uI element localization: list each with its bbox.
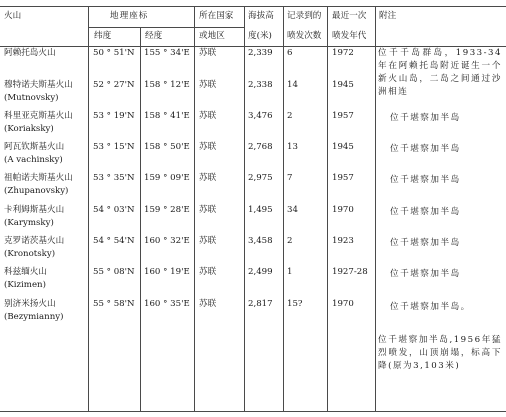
col-rule-2 xyxy=(140,27,141,411)
eruption-count: 34 xyxy=(287,205,298,215)
note: 位千堪察加半岛 xyxy=(390,238,461,248)
volcano-name: 祖帕诺夫斯基火山 xyxy=(4,173,73,183)
elevation: 2,975 xyxy=(248,173,273,183)
last-eruption: 1927-28 xyxy=(332,267,368,277)
latitude: 53 ° 15'N xyxy=(93,142,135,152)
latitude: 54 ° 54'N xyxy=(93,236,135,246)
country: 苏联 xyxy=(199,48,217,58)
note: 位千千岛群岛，1933-34年在阿赖托岛附近诞生一个新火山岛，二岛之间通过沙洲相连 xyxy=(378,48,502,97)
latitude: 53 ° 19'N xyxy=(93,111,135,121)
header-mid-rule xyxy=(88,27,244,28)
header-last-1: 最近一次 xyxy=(332,11,367,21)
last-eruption: 1945 xyxy=(332,142,354,152)
header-volcano: 火山 xyxy=(4,11,22,21)
latitude: 53 ° 35'N xyxy=(93,173,135,183)
elevation: 3,476 xyxy=(248,111,273,121)
longitude: 158 ° 41'E xyxy=(144,111,190,121)
longitude: 155 ° 34'E xyxy=(144,48,190,58)
longitude: 158 ° 12'E xyxy=(144,80,190,90)
longitude: 158 ° 50'E xyxy=(144,142,190,152)
note: 位千堪察加半岛,1956年猛烈喷发，山顶崩塌，标高下降(原为3,103米) xyxy=(378,335,502,371)
volcano-name: 穆特诺夫斯基火山 xyxy=(4,80,73,90)
last-eruption: 1957 xyxy=(332,111,354,121)
country: 苏联 xyxy=(199,80,217,90)
last-eruption: 1957 xyxy=(332,173,354,183)
note: 位千堪察加半岛。 xyxy=(390,302,471,312)
elevation: 2,817 xyxy=(248,299,273,309)
table-top-rule xyxy=(0,6,506,7)
volcano-name: 阿瓦钦斯基火山 xyxy=(4,142,65,152)
latitude: 55 ° 58'N xyxy=(93,299,135,309)
volcano-name: 科兹缅火山 xyxy=(4,267,47,277)
country: 苏联 xyxy=(199,205,217,215)
country: 苏联 xyxy=(199,236,217,246)
elevation: 2,768 xyxy=(248,142,273,152)
longitude: 160 ° 35'E xyxy=(144,299,190,309)
volcano-alt-name: (Kizimen) xyxy=(4,280,46,290)
latitude: 55 ° 08'N xyxy=(93,267,135,277)
eruption-count: 1 xyxy=(287,267,293,277)
header-lon: 经度 xyxy=(145,31,163,41)
elevation: 3,458 xyxy=(248,236,273,246)
volcano-alt-name: (Karymsky) xyxy=(4,218,54,228)
eruption-count: 2 xyxy=(287,236,293,246)
header-country-2: 或地区 xyxy=(199,31,225,41)
longitude: 160 ° 32'E xyxy=(144,236,190,246)
country: 苏联 xyxy=(199,267,217,277)
col-rule-7 xyxy=(375,6,376,411)
elevation: 1,495 xyxy=(248,205,273,215)
note: 位千堪察加半岛 xyxy=(390,269,461,279)
longitude: 160 ° 19'E xyxy=(144,267,190,277)
header-elev-1: 海拔高 xyxy=(248,11,274,21)
volcano-alt-name: (Kronotsky) xyxy=(4,249,56,259)
col-rule-3 xyxy=(194,6,195,411)
longitude: 159 ° 28'E xyxy=(144,205,190,215)
header-coords: 地理座标 xyxy=(110,11,149,21)
volcano-name: 克罗诺茨基火山 xyxy=(4,236,65,246)
header-rec-2: 喷发次数 xyxy=(287,31,322,41)
latitude: 50 ° 51'N xyxy=(93,48,135,58)
last-eruption: 1970 xyxy=(332,299,354,309)
country: 苏联 xyxy=(199,173,217,183)
country: 苏联 xyxy=(199,142,217,152)
header-country-1: 所在国家 xyxy=(199,11,234,21)
header-rec-1: 记录到的 xyxy=(287,11,322,21)
header-notes: 附注 xyxy=(379,11,397,21)
last-eruption: 1945 xyxy=(332,80,354,90)
eruption-count: 2 xyxy=(287,111,293,121)
table-bottom-rule xyxy=(0,411,506,412)
header-lat: 纬度 xyxy=(94,31,112,41)
last-eruption: 1970 xyxy=(332,205,354,215)
volcano-alt-name: (Koriaksky) xyxy=(4,124,54,134)
elevation: 2,338 xyxy=(248,80,273,90)
col-rule-5 xyxy=(283,6,284,411)
col-rule-1 xyxy=(88,6,89,411)
volcano-alt-name: (A vachinsky) xyxy=(4,155,63,165)
note: 位千堪察加半岛 xyxy=(390,207,461,217)
latitude: 52 ° 27'N xyxy=(93,80,135,90)
last-eruption: 1923 xyxy=(332,236,354,246)
eruption-count: 14 xyxy=(287,80,298,90)
country: 苏联 xyxy=(199,111,217,121)
volcano-alt-name: (Mutnovsky) xyxy=(4,93,59,103)
header-last-2: 喷发年代 xyxy=(332,31,367,41)
longitude: 159 ° 09'E xyxy=(144,173,190,183)
col-rule-6 xyxy=(327,6,328,411)
col-rule-4 xyxy=(244,6,245,411)
volcano-name: 别济米扬火山 xyxy=(4,299,56,309)
volcano-name: 科里亚克斯基火山 xyxy=(4,111,73,121)
eruption-count: 7 xyxy=(287,173,293,183)
elevation: 2,339 xyxy=(248,48,273,58)
eruption-count: 6 xyxy=(287,48,293,58)
note: 位千堪察加半岛 xyxy=(390,144,461,154)
note: 位千堪察加半岛 xyxy=(390,175,461,185)
volcano-name: 阿赖托岛火山 xyxy=(4,48,56,58)
volcano-alt-name: (Bezymianny) xyxy=(4,312,64,322)
last-eruption: 1972 xyxy=(332,48,354,58)
elevation: 2,499 xyxy=(248,267,273,277)
eruption-count: 15? xyxy=(287,299,303,309)
volcano-alt-name: (Zhupanovsky) xyxy=(4,186,69,196)
country: 苏联 xyxy=(199,299,217,309)
header-elev-2: 度(米) xyxy=(248,31,272,41)
volcano-name: 卡利姆斯基火山 xyxy=(4,205,65,215)
latitude: 54 ° 03'N xyxy=(93,205,135,215)
eruption-count: 13 xyxy=(287,142,298,152)
note: 位千堪察加半岛 xyxy=(390,113,461,123)
